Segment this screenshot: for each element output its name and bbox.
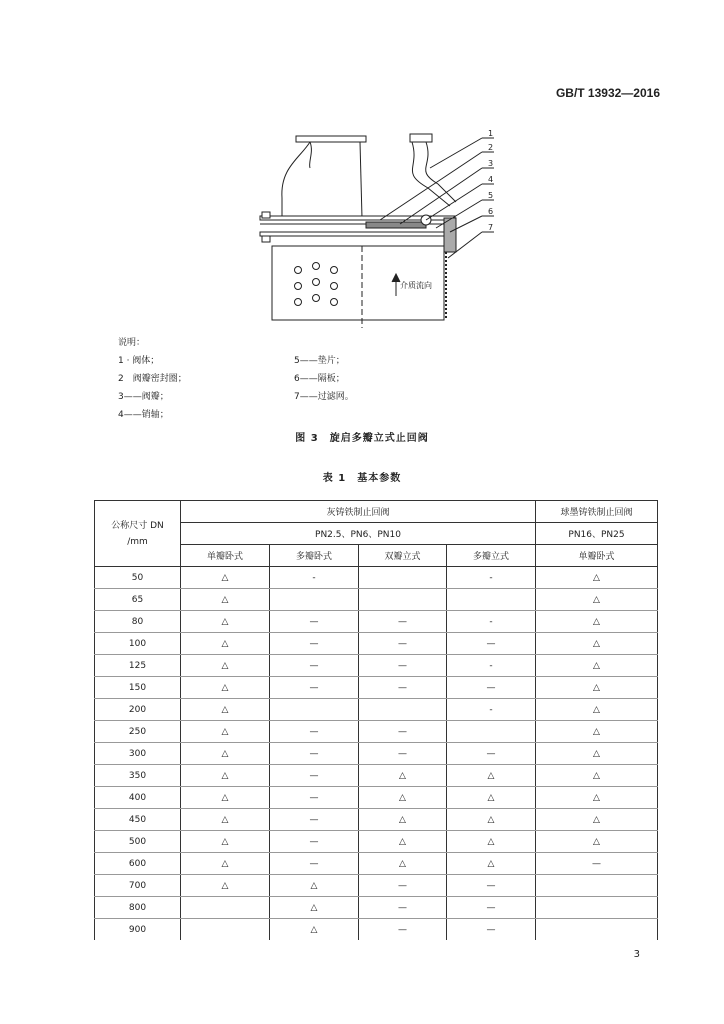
table-row — [95, 897, 658, 919]
table-cell: △ — [359, 831, 447, 853]
table-cell: △ — [447, 787, 536, 809]
legend-item: 5——垫片； — [294, 356, 345, 366]
table-cell: △ — [536, 743, 658, 765]
legend-item: 3——阀瓣； — [118, 392, 169, 402]
dn-cell: 900 — [95, 919, 181, 941]
table-cell: — — [270, 809, 359, 831]
dn-cell: 50 — [95, 567, 181, 589]
dn-cell: 65 — [95, 589, 181, 611]
table-title: 表 1 基本参数 — [322, 473, 402, 484]
table-cell: — — [447, 677, 536, 699]
table-cell: △ — [181, 721, 270, 743]
legend-item: 7——过滤网。 — [294, 392, 354, 402]
legend-item: 4——销轴； — [118, 410, 169, 420]
table-cell: △ — [536, 677, 658, 699]
table-row — [95, 721, 658, 743]
header-pn-ductile: PN16、PN25 — [536, 523, 658, 545]
table-row — [95, 611, 658, 633]
table-cell: △ — [359, 787, 447, 809]
table-row — [95, 765, 658, 787]
table-cell: — — [447, 897, 536, 919]
table-cell — [447, 589, 536, 611]
col-header: 双瓣立式 — [359, 545, 447, 567]
dn-cell: 400 — [95, 787, 181, 809]
dn-cell: 450 — [95, 809, 181, 831]
figure-legend — [118, 334, 470, 424]
table-cell: △ — [181, 611, 270, 633]
dn-cell: 600 — [95, 853, 181, 875]
table-cell — [270, 589, 359, 611]
dn-cell: 700 — [95, 875, 181, 897]
legend-item: 1 · 阀体； — [118, 356, 160, 366]
table-cell: △ — [447, 809, 536, 831]
table-cell: △ — [536, 721, 658, 743]
table-cell: △ — [536, 809, 658, 831]
table-cell: △ — [181, 589, 270, 611]
table-cell: △ — [270, 919, 359, 941]
table-cell: △ — [536, 655, 658, 677]
table-cell: △ — [181, 831, 270, 853]
table-cell — [359, 589, 447, 611]
table-cell: △ — [536, 765, 658, 787]
table-cell: — — [447, 875, 536, 897]
table-row — [95, 875, 658, 897]
table-cell: △ — [447, 831, 536, 853]
table-row — [95, 787, 658, 809]
table-cell — [536, 919, 658, 941]
table-row — [95, 743, 658, 765]
table-cell: — — [270, 677, 359, 699]
col-header: 多瓣立式 — [447, 545, 536, 567]
callout-3: 3 — [488, 159, 494, 168]
table-cell: △ — [181, 765, 270, 787]
table-cell: — — [270, 853, 359, 875]
table-cell: △ — [181, 699, 270, 721]
legend-item: 2 阀瓣密封圈； — [118, 374, 187, 384]
table-cell: - — [270, 567, 359, 589]
table-cell: △ — [447, 853, 536, 875]
table-cell — [447, 721, 536, 743]
table-cell — [270, 699, 359, 721]
table-cell — [536, 897, 658, 919]
table-cell — [536, 875, 658, 897]
table-cell: △ — [447, 765, 536, 787]
table-row — [95, 831, 658, 853]
table-cell: — — [359, 875, 447, 897]
table-cell: — — [447, 743, 536, 765]
table-cell: △ — [181, 853, 270, 875]
col-header: 多瓣卧式 — [270, 545, 359, 567]
table-row — [95, 853, 658, 875]
table-cell: — — [270, 765, 359, 787]
figure-caption: 图 3 旋启多瓣立式止回阀 — [295, 433, 429, 444]
table-cell — [181, 897, 270, 919]
dn-cell: 350 — [95, 765, 181, 787]
table-cell: — — [447, 919, 536, 941]
table-cell: △ — [359, 809, 447, 831]
table-cell: — — [447, 633, 536, 655]
table-cell — [181, 919, 270, 941]
table-cell: △ — [536, 611, 658, 633]
table-cell: — — [270, 787, 359, 809]
dn-cell: 100 — [95, 633, 181, 655]
table-cell: △ — [270, 897, 359, 919]
table-cell: △ — [536, 831, 658, 853]
table-row — [95, 633, 658, 655]
dn-cell: 80 — [95, 611, 181, 633]
callout-7: 7 — [488, 223, 494, 232]
valve-figure — [250, 128, 510, 330]
table-cell: - — [447, 655, 536, 677]
legend-title: 说明： — [118, 338, 146, 348]
table-cell: △ — [536, 589, 658, 611]
table-row — [95, 699, 658, 721]
col-header: 单瓣卧式 — [181, 545, 270, 567]
header-ductile-iron: 球墨铸铁制止回阀 — [536, 501, 658, 523]
table-cell: △ — [536, 787, 658, 809]
table-row — [95, 809, 658, 831]
table-cell: — — [359, 655, 447, 677]
dn-cell: 500 — [95, 831, 181, 853]
dn-cell: 200 — [95, 699, 181, 721]
page-number: 3 — [633, 949, 640, 960]
table-body — [95, 567, 658, 941]
header-dn: 公称尺寸 DN /mm — [95, 501, 181, 567]
callout-6: 6 — [488, 207, 494, 216]
table-cell: — — [270, 611, 359, 633]
table-cell: △ — [359, 765, 447, 787]
table-cell: △ — [536, 567, 658, 589]
table-cell: — — [359, 633, 447, 655]
table-row — [95, 677, 658, 699]
table-cell: - — [447, 699, 536, 721]
legend-item: 6——隔板； — [294, 374, 345, 384]
flow-direction-label: 介质流向 — [400, 281, 432, 290]
table-cell: — — [536, 853, 658, 875]
table-row — [95, 655, 658, 677]
table-cell: - — [447, 567, 536, 589]
table-cell: — — [359, 897, 447, 919]
callout-4: 4 — [488, 175, 494, 184]
dn-cell: 150 — [95, 677, 181, 699]
table-cell: △ — [181, 809, 270, 831]
table-cell: △ — [181, 875, 270, 897]
callout-5: 5 — [488, 191, 494, 200]
table-cell: △ — [181, 743, 270, 765]
table-cell — [359, 567, 447, 589]
table-cell: △ — [270, 875, 359, 897]
table-cell: △ — [181, 567, 270, 589]
table-row — [95, 919, 658, 941]
table-cell: △ — [536, 699, 658, 721]
callout-2: 2 — [488, 143, 494, 152]
callout-1: 1 — [488, 129, 494, 138]
table-cell — [359, 699, 447, 721]
table-cell: — — [270, 721, 359, 743]
table-cell: — — [270, 831, 359, 853]
table-cell: - — [447, 611, 536, 633]
header-pn-gray: PN2.5、PN6、PN10 — [181, 523, 536, 545]
table-cell: — — [270, 633, 359, 655]
table-cell: △ — [359, 853, 447, 875]
parameters-table — [94, 500, 658, 940]
table-cell: △ — [181, 787, 270, 809]
table-cell: △ — [181, 655, 270, 677]
dn-cell: 125 — [95, 655, 181, 677]
table-row — [95, 589, 658, 611]
table-cell: — — [359, 611, 447, 633]
table-row — [95, 567, 658, 589]
table-cell: — — [359, 919, 447, 941]
dn-cell: 250 — [95, 721, 181, 743]
header-gray-iron: 灰铸铁制止回阀 — [181, 501, 536, 523]
table-cell: — — [270, 743, 359, 765]
table-cell: △ — [181, 633, 270, 655]
col-header: 单瓣卧式 — [536, 545, 658, 567]
table-cell: — — [359, 743, 447, 765]
dn-cell: 300 — [95, 743, 181, 765]
table-cell: △ — [181, 677, 270, 699]
dn-cell: 800 — [95, 897, 181, 919]
table-cell: — — [359, 721, 447, 743]
valve-drawing — [250, 128, 510, 330]
table-cell: △ — [536, 633, 658, 655]
table-cell: — — [359, 677, 447, 699]
standard-code: GB/T 13932—2016 — [555, 86, 660, 100]
table-cell: — — [270, 655, 359, 677]
